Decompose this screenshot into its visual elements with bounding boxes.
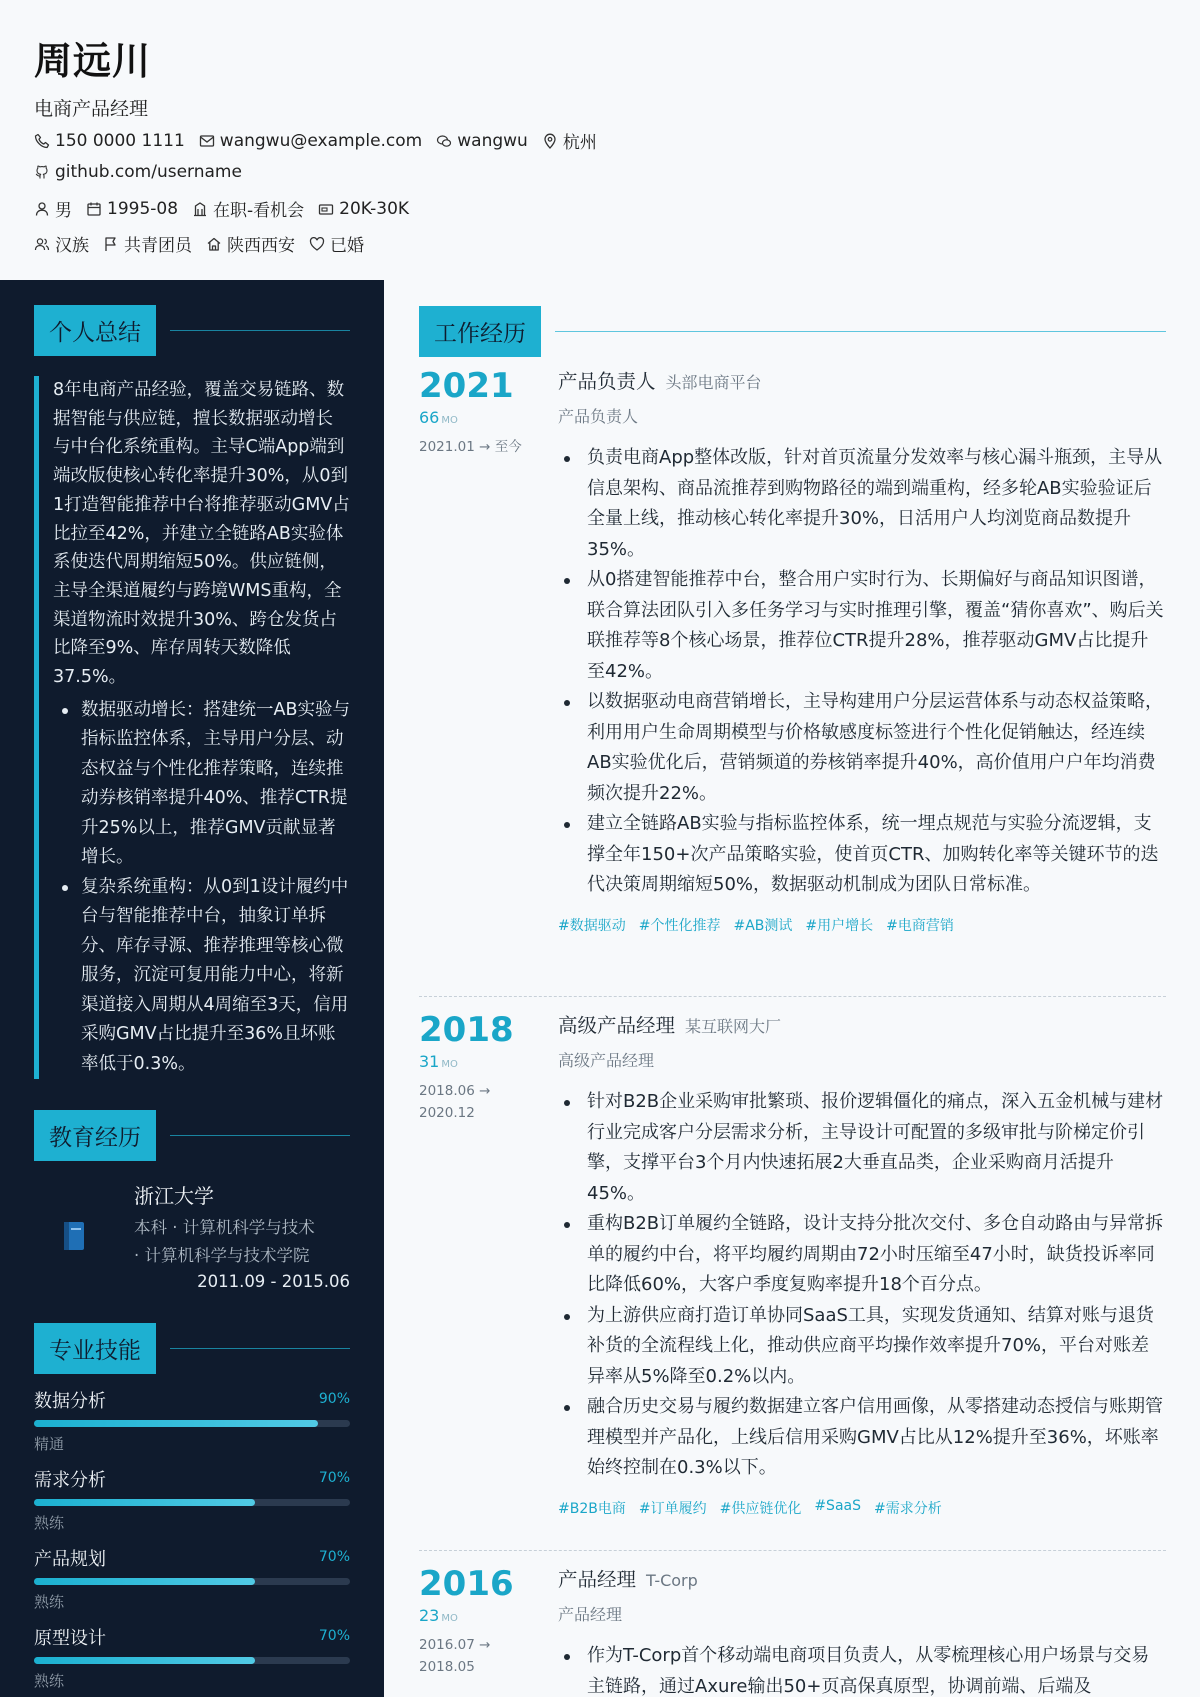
- status-item: [192, 196, 304, 221]
- skill-percent: 70%: [318, 1470, 350, 1486]
- school-name: 浙江大学: [134, 1184, 214, 1208]
- city-text: 杭州: [562, 133, 597, 153]
- user-icon: [34, 201, 50, 217]
- resume-header: [0, 0, 1200, 280]
- marital-text: 已婚: [330, 236, 364, 256]
- tag: #数据驱动: [558, 917, 626, 934]
- birth-item: [86, 199, 178, 219]
- building-icon: [192, 201, 208, 217]
- job-tags: [558, 1498, 1166, 1518]
- job-duration: [419, 408, 458, 427]
- job-point: 建立全链路AB实验与指标监控体系，统一埋点规范与实验分流逻辑，支撑全年150+次产品策略实验，使首页CTR、加购转化率等关键环节的迭代决策周期缩短50%，数据驱动机制成为团队日常标准。: [558, 809, 1166, 901]
- tag: #个性化推荐: [638, 917, 721, 934]
- job-role: 产品负责人: [558, 407, 639, 426]
- skills-heading: 专业技能: [34, 1323, 156, 1374]
- hometown-text: 陕西西安: [227, 236, 295, 256]
- skill-bar-fill: [34, 1578, 255, 1585]
- skill-name: 原型设计: [34, 1628, 106, 1649]
- skill-level: 熟练: [34, 1672, 65, 1690]
- job-entry: [419, 1564, 1166, 1697]
- skill-name: 需求分析: [34, 1470, 106, 1491]
- birth-text: 1995-08: [107, 198, 179, 219]
- skill-item: [34, 1545, 350, 1615]
- phone-item[interactable]: [34, 131, 185, 151]
- skill-item: [34, 1624, 350, 1694]
- education-entry: [34, 1180, 350, 1300]
- section-divider: [555, 331, 1166, 332]
- education-heading: 教育经历: [34, 1110, 156, 1161]
- github-icon: [34, 164, 50, 180]
- work-heading: 工作经历: [419, 306, 541, 357]
- months-unit: MO: [441, 415, 458, 426]
- flag-icon: [103, 236, 119, 252]
- heart-icon: [309, 236, 325, 252]
- skill-level: 熟练: [34, 1514, 65, 1532]
- job-title: 高级产品经理: [558, 1014, 676, 1037]
- status-text: 在职-看机会: [213, 201, 305, 221]
- location-pin-icon: [542, 133, 558, 149]
- summary-block: [34, 376, 350, 1079]
- months-unit: MO: [441, 1613, 458, 1624]
- skill-level: 熟练: [34, 1593, 65, 1611]
- job-point: 针对B2B企业采购审批繁琐、报价逻辑僵化的痛点，深入五金机械与建材行业完成客户分层需求分析，主导设计可配置的多级审批与阶梯定价引擎，支撑平台3个月内快速拓展2大垂直品类，企业采购商月活提升45%。: [558, 1087, 1166, 1209]
- tag: #供应链优化: [719, 1500, 802, 1517]
- political-text: 共青团员: [124, 236, 192, 256]
- contact-row: [34, 128, 611, 153]
- skill-bar: [34, 1499, 350, 1506]
- skill-name: 产品规划: [34, 1549, 106, 1570]
- home-icon: [206, 236, 222, 252]
- job-point: 负责电商App整体改版，针对首页流量分发效率与核心漏斗瓶颈，主导从信息架构、商品流推荐到购物路径的端到端重构，经多轮AB实验验证后全量上线，推动核心转化率提升30%，日活用户人均浏览商品数提升35%。: [558, 443, 1166, 565]
- job-duration: [419, 1606, 458, 1625]
- job-point: 以数据驱动电商营销增长，主导构建用户分层运营体系与动态权益策略，利用用户生命周期模型与价格敏感度标签进行个性化促销触达，经连续AB实验优化后，营销频道的券核销率提升40%，高价值用户户年均消费频次提升22%。: [558, 687, 1166, 809]
- job-point: 融合历史交易与履约数据建立客户信用画像，从零搭建动态授信与账期管理模型并产品化，上线后信用采购GMV占比从12%提升至36%，坏账率始终控制在0.3%以下。: [558, 1392, 1166, 1484]
- tag: #AB测试: [733, 917, 793, 934]
- job-date-range: 2016.07 → 2018.05: [419, 1637, 491, 1675]
- job-title: 产品经理: [558, 1568, 637, 1591]
- skill-bar-fill: [34, 1499, 255, 1506]
- education-date: 2011.09 - 2015.06: [197, 1272, 350, 1291]
- job-title-line: [558, 1010, 1166, 1038]
- summary-point: 复杂系统重构：从0到1设计履约中台与智能推荐中台，抽象订单拆分、库存寻源、推荐推理等核心微服务，沉淀可复用能力中心，将新渠道接入周期从4周缩至3天，信用采购GMV占比提升至36%且坏账率低于0.3%。: [53, 873, 350, 1080]
- company-name: 某互联网大厂: [685, 1017, 782, 1036]
- salary-text: 20K-30K: [339, 198, 410, 219]
- tag: #电商营销: [886, 917, 954, 934]
- skill-percent: 70%: [318, 1628, 350, 1644]
- candidate-name: 周远川: [34, 39, 152, 83]
- skill-level: 精通: [34, 1435, 65, 1453]
- job-months: 31: [419, 1052, 440, 1071]
- skill-bar: [34, 1420, 350, 1427]
- political-item: [103, 231, 192, 256]
- skills-section-header: [34, 1323, 350, 1374]
- job-title-line: [558, 366, 1166, 394]
- wallet-icon: [318, 201, 334, 217]
- job-date-range: 2018.06 → 2020.12: [419, 1083, 491, 1121]
- ethnicity-item: [34, 231, 89, 256]
- users-icon: [34, 236, 50, 252]
- skill-bar-fill: [34, 1657, 255, 1664]
- salary-item: [318, 199, 409, 219]
- email-item[interactable]: [199, 131, 422, 151]
- section-divider: [170, 1348, 350, 1349]
- github-item[interactable]: [34, 162, 242, 182]
- skill-name: 数据分析: [34, 1391, 106, 1412]
- job-duration: [419, 1052, 458, 1071]
- summary-point: 数据驱动增长：搭建统一AB实验与指标监控体系，主导用户分层、动态权益与个性化推荐策略，连续推动券核销率提升40%、推荐CTR提升25%以上，推荐GMV贡献显著增长。: [53, 696, 350, 873]
- degree-major: 本科 · 计算机科学与技术: [134, 1218, 315, 1237]
- job-months: 23: [419, 1606, 440, 1625]
- summary-list: [53, 696, 350, 1080]
- job-tags: [558, 915, 1166, 935]
- github-row: [34, 162, 256, 182]
- job-points: [558, 443, 1166, 901]
- personal-row: [34, 196, 423, 221]
- gender-text: 男: [55, 201, 72, 221]
- hometown-item: [206, 231, 295, 256]
- tag: #B2B电商: [558, 1500, 626, 1517]
- college-name: · 计算机科学与技术学院: [134, 1246, 310, 1265]
- ethnicity-text: 汉族: [55, 236, 89, 256]
- section-divider: [170, 330, 350, 331]
- job-details: [558, 1564, 1166, 1697]
- summary-heading: 个人总结: [34, 305, 156, 356]
- job-title: 产品负责人: [558, 370, 656, 393]
- phone-text: 150 0000 1111: [55, 130, 185, 151]
- tag: #订单履约: [638, 1500, 707, 1517]
- job-point: 作为T-Corp首个移动端电商项目负责人，从零梳理核心用户场景与交易主链路，通过Axure输出50+页高保真原型，协调前端、后端及: [558, 1641, 1166, 1697]
- marital-item: [309, 231, 364, 256]
- summary-text: 8年电商产品经验，覆盖交易链路、数据智能与供应链，擅长数据驱动增长与中台化系统重构。主导C端App端到端改版使核心转化率提升30%，从0到1打造智能推荐中台将推荐驱动GMV占比拉至42%，并建立全链路AB实验体系使迭代周期缩短50%。供应链侧，主导全渠道履约与跨境WMS重构，全渠道物流时效提升30%、跨仓发货占比降至9%、库存周转天数降低37.5%。: [53, 380, 350, 688]
- job-details: [558, 366, 1166, 935]
- job-divider: [419, 996, 1166, 997]
- company-name: T-Corp: [646, 1571, 698, 1590]
- company-name: 头部电商平台: [665, 373, 762, 392]
- job-divider: [419, 1550, 1166, 1551]
- calendar-icon: [86, 201, 102, 217]
- job-date-range: 2021.01 → 至今: [419, 439, 522, 455]
- work-section-header: [419, 306, 1166, 357]
- wechat-item[interactable]: [436, 131, 528, 151]
- skill-bar: [34, 1578, 350, 1585]
- skill-percent: 70%: [318, 1549, 350, 1565]
- section-divider: [170, 1135, 350, 1136]
- job-point: 为上游供应商打造订单协同SaaS工具，实现发货通知、结算对账与退货补货的全流程线上化，推动供应商平均操作效率提升70%，平台对账差异率从5%降至0.2%以内。: [558, 1301, 1166, 1393]
- email-text: wangwu@example.com: [219, 130, 423, 151]
- skill-bar-fill: [34, 1420, 318, 1427]
- job-points: [558, 1641, 1166, 1697]
- mail-icon: [199, 133, 215, 149]
- skill-bar: [34, 1657, 350, 1664]
- gender-item: [34, 196, 72, 221]
- job-title-line: [558, 1564, 1166, 1592]
- job-months: 66: [419, 408, 440, 427]
- github-text: github.com/username: [55, 162, 242, 182]
- job-points: [558, 1087, 1166, 1484]
- tag: #用户增长: [805, 917, 874, 934]
- job-details: [558, 1010, 1166, 1518]
- job-point: 重构B2B订单履约全链路，设计支持分批次交付、多仓自动路由与异常拆单的履约中台，将平均履约周期由72小时压缩至47小时，缺货投诉率同比降低60%，大客户季度复购率提升18个百分点。: [558, 1209, 1166, 1301]
- tag: #需求分析: [874, 1500, 942, 1517]
- skill-percent: 90%: [318, 1391, 350, 1407]
- job-role: 产品经理: [558, 1605, 623, 1624]
- city-item: [542, 128, 597, 153]
- wechat-icon: [436, 133, 452, 149]
- phone-icon: [34, 133, 50, 149]
- book-icon: [62, 1220, 86, 1252]
- skill-item: [34, 1466, 350, 1536]
- job-point: 从0搭建智能推荐中台，整合用户实时行为、长期偏好与商品知识图谱，联合算法团队引入多任务学习与实时推理引擎，覆盖“猜你喜欢”、购后关联推荐等8个核心场景，推荐位CTR提升28%，推荐驱动GMV占比提升至42%。: [558, 565, 1166, 687]
- job-year: 2016: [419, 1564, 514, 1604]
- education-section-header: [34, 1110, 350, 1161]
- summary-section-header: [34, 305, 350, 356]
- tag: #SaaS: [814, 1497, 861, 1514]
- job-year: 2018: [419, 1010, 514, 1050]
- candidate-title: 电商产品经理: [34, 98, 149, 120]
- job-year: 2021: [419, 366, 514, 406]
- skill-item: [34, 1387, 350, 1457]
- background-row: [34, 231, 378, 256]
- wechat-text: wangwu: [457, 130, 528, 151]
- months-unit: MO: [441, 1059, 458, 1070]
- job-role: 高级产品经理: [558, 1051, 655, 1070]
